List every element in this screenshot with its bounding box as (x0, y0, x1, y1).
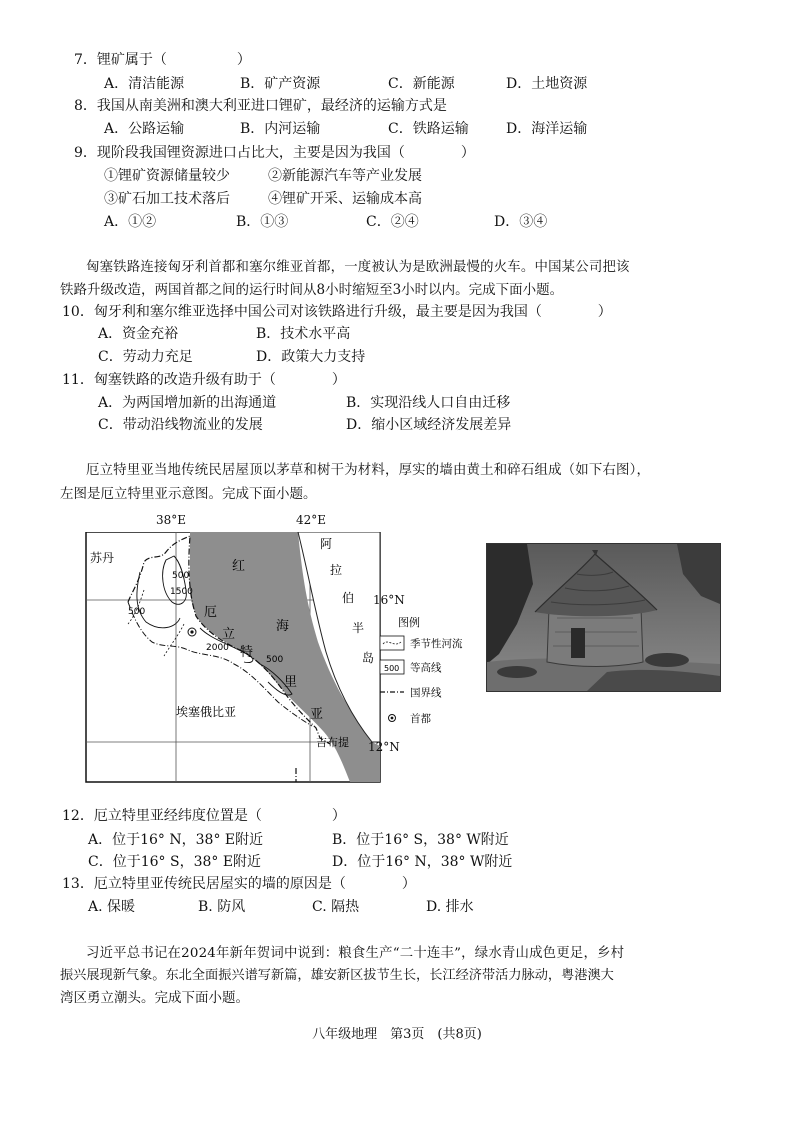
q10-option-a: A．资金充裕 (98, 326, 179, 342)
legend-river-label: 季节性河流 (410, 638, 463, 650)
q9-stem: 9．现阶段我国锂资源进口占比大，主要是因为我国（ ） (74, 145, 475, 161)
q7-stem: 7．锂矿属于（ ） (74, 52, 251, 68)
q12-option-c: C．位于16° S，38° E附近 (88, 854, 262, 870)
q9-option-c: C．②④ (366, 214, 419, 230)
traditional-house-illustration (487, 544, 720, 691)
passage1-line2: 铁路升级改造，两国首都之间的运行时间从8小时缩短至3小时以内。完成下面小题。 (60, 282, 564, 298)
q9-option-b: B．①③ (236, 214, 289, 230)
q11-option-c: C．带动沿线物流业的发展 (98, 417, 263, 433)
q9-item-4: ④锂矿开采、运输成本高 (268, 191, 422, 207)
eritrea-map-svg (80, 532, 470, 794)
label-42e: 42°E (296, 513, 327, 527)
label-arabia-2: 拉 (330, 563, 343, 577)
q11-option-b: B．实现沿线人口自由迁移 (346, 395, 511, 411)
label-eritrea-2: 立 (222, 627, 236, 642)
q7-option-a: A．清洁能源 (104, 76, 185, 92)
label-red-sea-1: 红 (232, 559, 246, 574)
capital-marker-dot (190, 630, 193, 633)
label-red-sea-2: 海 (276, 619, 290, 634)
label-eritrea-1: 厄 (204, 605, 218, 620)
passage2-line2: 左图是厄立特里亚示意图。完成下面小题。 (60, 486, 317, 502)
q11-stem: 11．匈塞铁路的改造升级有助于（ ） (62, 372, 346, 388)
q10-option-b: B．技术水平高 (256, 326, 351, 342)
contour-label-500-left: 500 (128, 607, 146, 617)
q9-option-a: A．①② (104, 214, 157, 230)
q10-option-d: D．政策大力支持 (256, 349, 366, 365)
q7-option-c: C．新能源 (388, 76, 455, 92)
legend-border-label: 国界线 (410, 687, 442, 699)
legend-contour-value: 500 (384, 664, 400, 673)
q12-option-d: D．位于16° N，38° W附近 (332, 854, 513, 870)
q10-stem: 10．匈牙利和塞尔维亚选择中国公司对该铁路进行升级，最主要是因为我国（ ） (62, 304, 612, 320)
page-footer: 八年级地理 第3页 (共8页) (312, 1027, 482, 1042)
legend-capital-label: 首都 (410, 713, 431, 725)
passage2-line1: 厄立特里亚当地传统民居屋顶以茅草和树干为材料，厚实的墙由黄土和碎石组成（如下右图）， (86, 463, 651, 478)
passage3-line2: 振兴展现新气象。东北全面振兴谱写新篇，雄安新区拔节生长，长江经济带活力脉动，粤港澳大 (60, 968, 614, 983)
q8-option-d: D．海洋运输 (506, 121, 588, 137)
q13-option-a: A. 保暖 (88, 899, 136, 915)
legend-title: 图例 (398, 616, 420, 629)
label-38e: 38°E (156, 513, 187, 527)
q12-stem: 12．厄立特里亚经纬度位置是（ ） (62, 808, 346, 824)
q9-item-1: ①锂矿资源储量较少 (104, 168, 230, 184)
q12-option-b: B．位于16° S，38° W附近 (332, 832, 509, 848)
contour-label-500-right: 500 (266, 655, 284, 665)
q9-item-3: ③矿石加工技术落后 (104, 191, 230, 207)
traditional-house-photo (486, 543, 721, 692)
label-eritrea-5: 亚 (310, 707, 324, 722)
q13-option-c: C. 隔热 (312, 899, 360, 915)
legend-contour-label: 等高线 (410, 662, 442, 674)
label-eritrea-4: 里 (284, 675, 298, 690)
q13-option-d: D. 排水 (426, 899, 474, 915)
legend-capital-dot (391, 717, 394, 720)
q7-option-d: D．土地资源 (506, 76, 588, 92)
q13-option-b: B. 防风 (198, 899, 246, 915)
label-12n: 12°N (368, 740, 400, 754)
q8-option-b: B．内河运输 (240, 121, 321, 137)
q7-option-b: B．矿产资源 (240, 76, 321, 92)
label-ethiopia: 埃塞俄比亚 (176, 705, 237, 719)
label-sudan: 苏丹 (90, 551, 115, 565)
eritrea-map (80, 532, 470, 794)
q8-option-c: C．铁路运输 (388, 121, 469, 137)
label-eritrea-3: 特 (240, 645, 254, 660)
label-arabia-5: 岛 (362, 651, 375, 665)
q11-option-a: A．为两国增加新的出海通道 (98, 395, 277, 411)
passage1-line1: 匈塞铁路连接匈牙利首都和塞尔维亚首都，一度被认为是欧洲最慢的火车。中国某公司把该 (86, 260, 630, 275)
q9-option-d: D．③④ (494, 214, 548, 230)
label-16n: 16°N (373, 593, 405, 607)
label-arabia-3: 伯 (342, 591, 355, 605)
q10-option-c: C．劳动力充足 (98, 349, 193, 365)
passage3-line3: 湾区勇立潮头。完成下面小题。 (60, 990, 249, 1006)
label-djibouti: 吉布提 (316, 736, 349, 749)
q8-stem: 8．我国从南美洲和澳大利亚进口锂矿，最经济的运输方式是 (74, 98, 447, 114)
contour-label-1500: 1500 (170, 587, 193, 597)
q8-option-a: A．公路运输 (104, 121, 185, 137)
q13-stem: 13．厄立特里亚传统民居屋实的墙的原因是（ ） (62, 876, 416, 892)
q11-option-d: D．缩小区域经济发展差异 (346, 417, 512, 433)
contour-label-500-top: 500 (172, 571, 190, 581)
passage3-line1: 习近平总书记在2024年新年贺词中说到：粮食生产“二十连丰”，绿水青山成色更足，乡村 (86, 946, 625, 961)
q12-option-a: A．位于16° N，38° E附近 (88, 832, 264, 848)
contour-label-2000: 2000 (206, 643, 229, 653)
label-arabia-4: 半 (352, 621, 365, 635)
label-arabia-1: 阿 (320, 537, 333, 551)
q9-item-2: ②新能源汽车等产业发展 (268, 168, 422, 184)
